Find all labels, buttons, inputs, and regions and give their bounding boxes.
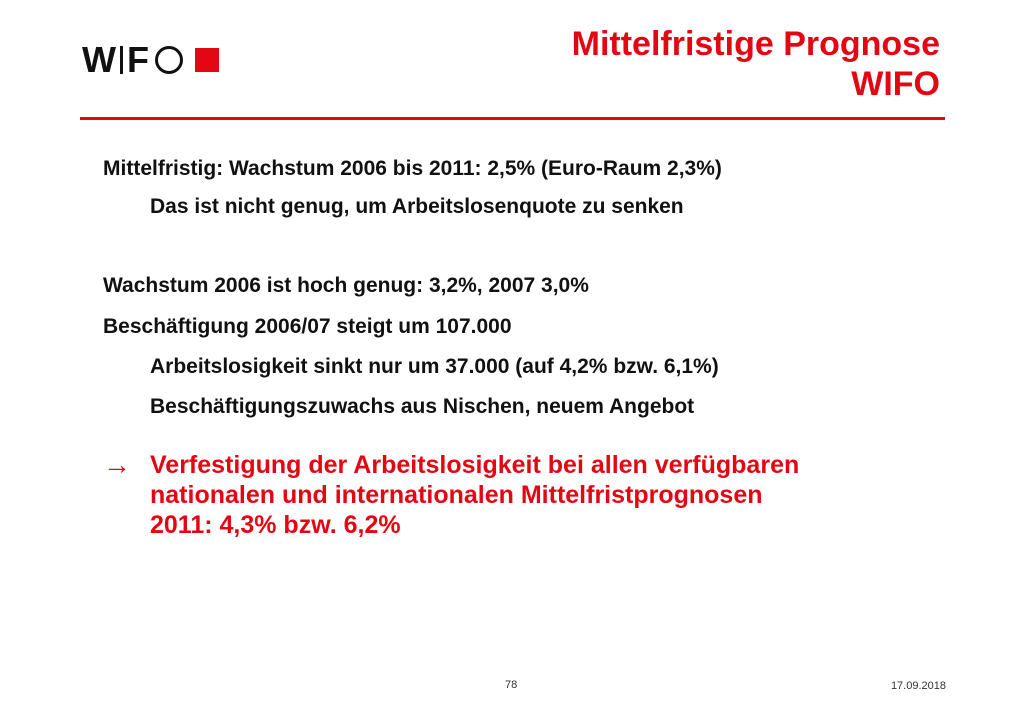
conclusion-line-3: 2011: 4,3% bzw. 6,2% — [150, 511, 401, 539]
text-line-employment: Beschäftigung 2006/07 steigt um 107.000 — [103, 315, 512, 338]
text-line-growth-2006: Wachstum 2006 ist hoch genug: 3,2%, 2007 3,0% — [103, 274, 589, 297]
title-line-2: WIFO — [851, 65, 940, 103]
conclusion-text — [150, 450, 799, 540]
text-line-employment-growth: Beschäftigungszuwachs aus Nischen, neuem Angebot — [150, 395, 695, 418]
arrow-right-icon: → — [103, 449, 131, 480]
logo-letter-f: F — [126, 39, 150, 80]
logo-letter-w: W — [82, 39, 117, 80]
footer-date: 17.09.2018 — [890, 680, 946, 692]
conclusion-line-1: Verfestigung der Arbeitslosigkeit bei allen verfügbaren — [150, 451, 800, 479]
logo-square-icon — [195, 48, 219, 72]
title-line-1: Mittelfristige Prognose — [571, 25, 940, 63]
wifo-logo — [82, 40, 219, 80]
text-line-unemployment: Arbeitslosigkeit sinkt nur um 37.000 (auf 4,2% bzw. 6,1%) — [150, 355, 719, 378]
text-line-growth-midterm: Mittelfristig: Wachstum 2006 bis 2011: 2,5% (Euro-Raum 2,3%) — [103, 157, 722, 180]
title-divider — [80, 117, 945, 120]
page-number: 78 — [505, 679, 518, 691]
slide-title — [572, 24, 940, 104]
conclusion-line-2: nationalen und internationalen Mittelfristprognosen — [150, 481, 763, 509]
logo-circle-icon — [155, 46, 183, 74]
text-line-not-enough: Das ist nicht genug, um Arbeitslosenquote zu senken — [150, 195, 684, 218]
logo-bar — [120, 46, 123, 74]
